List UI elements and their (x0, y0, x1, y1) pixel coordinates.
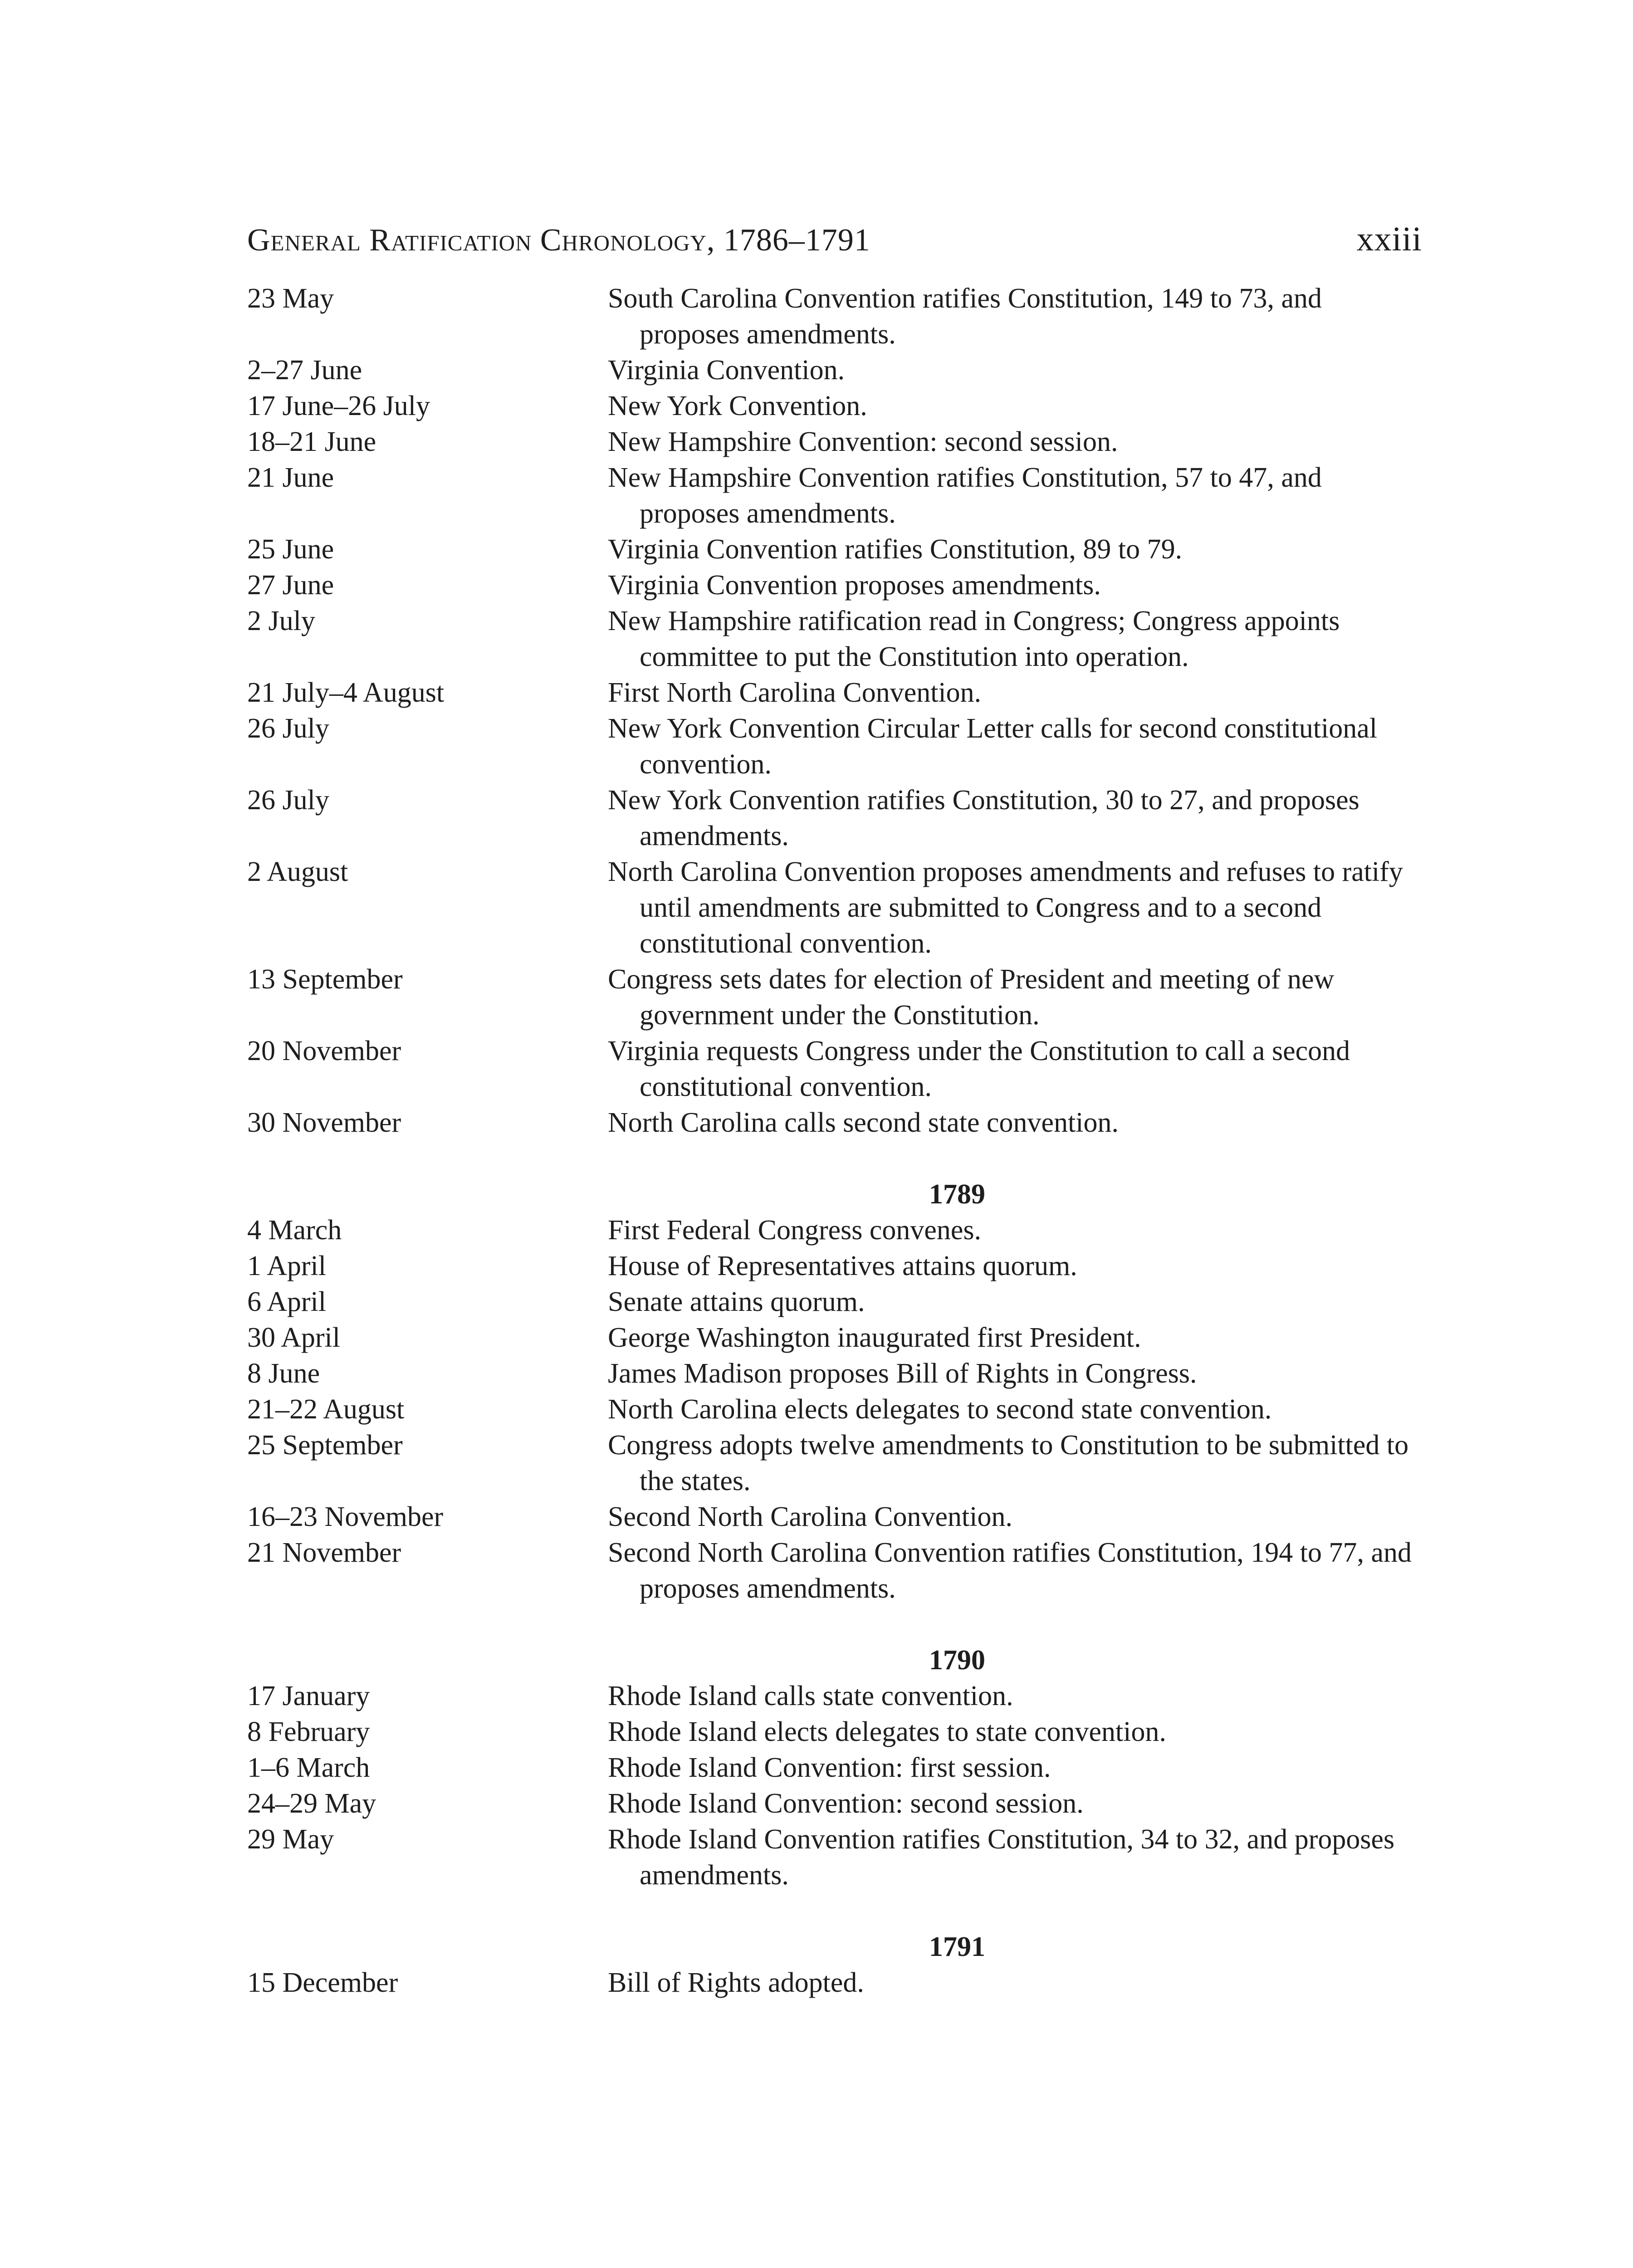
entry-date: 20 November (247, 1036, 401, 1066)
entry-event: Virginia Convention ratifies Constitution, 89 to 79. (608, 534, 1183, 565)
entry-event: Bill of Rights adopted. (608, 1967, 864, 1998)
chronology-entry (247, 1248, 1422, 1284)
entry-date: 6 April (247, 1286, 326, 1317)
entry-event: South Carolina Convention ratifies Constitution, 149 to 73, and proposes amendments. (608, 283, 1322, 350)
chronology-entry (247, 1212, 1422, 1248)
page (247, 219, 1422, 2001)
chronology-entry (247, 1392, 1422, 1427)
entry-event: New York Convention ratifies Constitution, 30 to 27, and proposes amendments. (608, 785, 1359, 851)
year-heading: 1790 (929, 1645, 985, 1676)
chronology-entry (247, 1033, 1422, 1105)
entry-event: Rhode Island Convention ratifies Constitution, 34 to 32, and proposes amendments. (608, 1824, 1395, 1891)
chronology-entry (247, 567, 1422, 603)
entry-event: New Hampshire ratification read in Congress; Congress appoints committee to put the Constitution into operation. (608, 606, 1340, 672)
entry-event: North Carolina calls second state convention. (608, 1107, 1119, 1138)
entry-event: Rhode Island calls state convention. (608, 1681, 1013, 1711)
entry-date: 2 August (247, 856, 348, 887)
chronology-entry (247, 603, 1422, 675)
entry-event: New Hampshire Convention ratifies Constitution, 57 to 47, and proposes amendments. (608, 462, 1322, 529)
entry-date: 27 June (247, 570, 334, 601)
chronology-entry (247, 388, 1422, 424)
entry-date: 15 December (247, 1967, 398, 1998)
entry-date: 24–29 May (247, 1788, 376, 1819)
running-head (247, 219, 1422, 261)
entry-event: Rhode Island elects delegates to state convention. (608, 1716, 1167, 1747)
entry-date: 21 July–4 August (247, 677, 445, 708)
year-heading: 1791 (929, 1931, 985, 1962)
entry-date: 1–6 March (247, 1752, 370, 1783)
entry-event: House of Representatives attains quorum. (608, 1251, 1077, 1281)
entry-date: 26 July (247, 713, 329, 744)
chronology-entry (247, 1678, 1422, 1714)
chronology-entry (247, 1105, 1422, 1141)
chronology-section (247, 1177, 1422, 1607)
chronology-section (247, 1929, 1422, 2001)
entry-date: 8 February (247, 1716, 370, 1747)
entry-event: James Madison proposes Bill of Rights in Congress. (608, 1358, 1197, 1389)
entry-event: North Carolina elects delegates to second state convention. (608, 1394, 1272, 1425)
year-heading: 1789 (929, 1179, 985, 1210)
entry-date: 26 July (247, 785, 329, 816)
entry-event: Second North Carolina Convention. (608, 1501, 1012, 1532)
chronology-entry (247, 1427, 1422, 1499)
entry-event: Virginia Convention proposes amendments. (608, 570, 1101, 601)
entry-date: 18–21 June (247, 426, 376, 457)
entry-date: 2 July (247, 606, 315, 636)
entry-date: 17 June–26 July (247, 391, 430, 421)
entry-date: 1 April (247, 1251, 326, 1281)
entry-date: 29 May (247, 1824, 334, 1855)
entry-event: First North Carolina Convention. (608, 677, 982, 708)
chronology-section (247, 281, 1422, 1141)
entry-event: Virginia Convention. (608, 355, 845, 386)
chronology-entry (247, 532, 1422, 567)
chronology-section (247, 1642, 1422, 1893)
chronology-entry (247, 1499, 1422, 1535)
chronology-entry (247, 1750, 1422, 1786)
chronology-entry (247, 675, 1422, 711)
entry-date: 17 January (247, 1681, 370, 1711)
chronology-entry (247, 1284, 1422, 1320)
entry-date: 25 June (247, 534, 334, 565)
chronology-entry (247, 281, 1422, 352)
entry-date: 21 November (247, 1537, 401, 1568)
entry-date: 4 March (247, 1215, 342, 1246)
chronology-entry (247, 352, 1422, 388)
entry-date: 25 September (247, 1430, 403, 1461)
entry-date: 8 June (247, 1358, 320, 1389)
chronology-entry (247, 1822, 1422, 1893)
entry-date: 16–23 November (247, 1501, 444, 1532)
chronology-entry (247, 1714, 1422, 1750)
entry-event: New York Convention. (608, 391, 867, 421)
entry-event: First Federal Congress convenes. (608, 1215, 982, 1246)
chronology (247, 281, 1422, 2001)
chronology-entry (247, 1786, 1422, 1822)
chronology-entry (247, 1535, 1422, 1607)
chronology-entry (247, 1320, 1422, 1356)
entry-event: Rhode Island Convention: second session. (608, 1788, 1084, 1819)
chronology-entry (247, 1356, 1422, 1392)
running-head-title: General Ratification Chronology, 1786–1791 (247, 223, 870, 258)
entry-event: Congress adopts twelve amendments to Constitution to be submitted to the states. (608, 1430, 1409, 1496)
entry-date: 13 September (247, 964, 403, 995)
chronology-entry (247, 782, 1422, 854)
entry-event: Rhode Island Convention: first session. (608, 1752, 1051, 1783)
chronology-entry (247, 424, 1422, 460)
entry-event: New York Convention Circular Letter calls for second constitutional convention. (608, 713, 1378, 780)
entry-date: 30 November (247, 1107, 401, 1138)
page-number: xxiii (1356, 220, 1422, 258)
chronology-entry (247, 460, 1422, 532)
entry-date: 30 April (247, 1322, 340, 1353)
entry-event: Virginia requests Congress under the Constitution to call a second constitutional convention. (608, 1036, 1350, 1102)
chronology-entry (247, 854, 1422, 962)
chronology-entry (247, 711, 1422, 782)
entry-event: Congress sets dates for election of President and meeting of new government under the Constitution. (608, 964, 1335, 1031)
chronology-entry (247, 1965, 1422, 2001)
entry-date: 21–22 August (247, 1394, 405, 1425)
chronology-entry (247, 962, 1422, 1033)
entry-event: New Hampshire Convention: second session. (608, 426, 1118, 457)
entry-event: George Washington inaugurated first President. (608, 1322, 1141, 1353)
entry-date: 23 May (247, 283, 334, 314)
entry-event: Second North Carolina Convention ratifies Constitution, 194 to 77, and proposes amendments. (608, 1537, 1412, 1604)
entry-date: 2–27 June (247, 355, 362, 386)
entry-event: Senate attains quorum. (608, 1286, 865, 1317)
entry-event: North Carolina Convention proposes amendments and refuses to ratify until amendments are submitted to Congress and to a second constitutional convention. (608, 856, 1403, 959)
entry-date: 21 June (247, 462, 334, 493)
